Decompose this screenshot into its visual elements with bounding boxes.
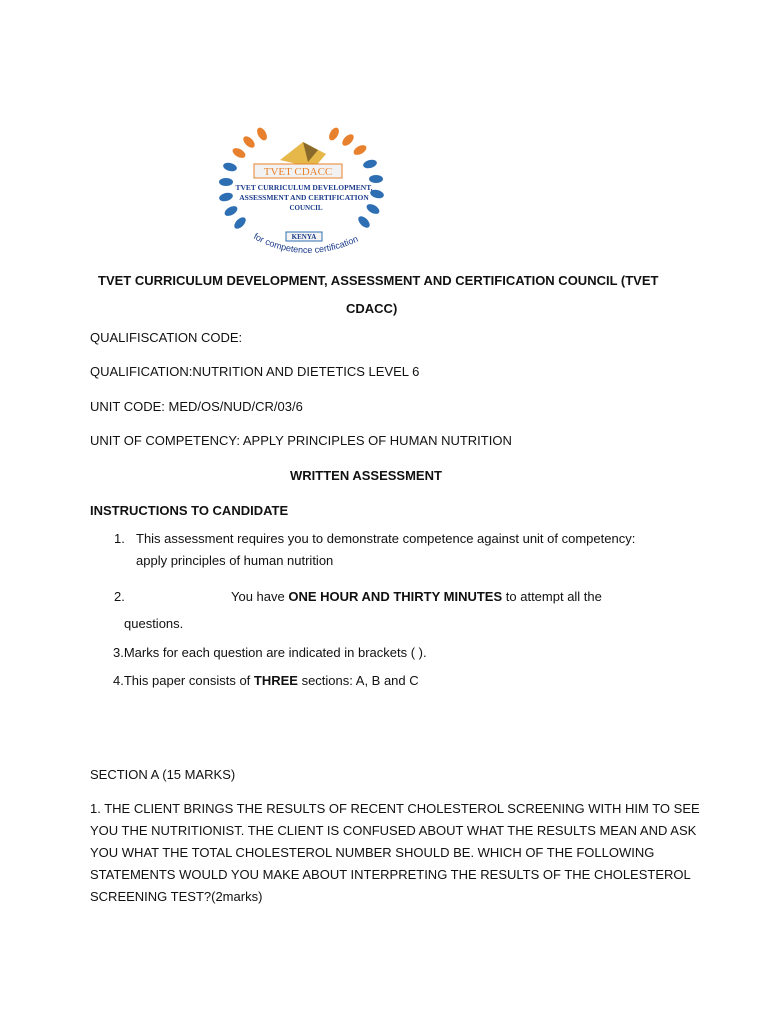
unit-code: UNIT CODE: MED/OS/NUD/CR/03/6: [90, 399, 303, 414]
logo-council-line-3: COUNCIL: [289, 204, 323, 212]
tvet-cdacc-logo: [218, 122, 398, 262]
logo-council-line-1: TVET CURRICULUM DEVELOPMENT,: [235, 183, 373, 192]
qualification: QUALIFICATION:NUTRITION AND DIETETICS LEVEL 6: [90, 364, 420, 379]
question-1-line-1: 1. THE CLIENT BRINGS THE RESULTS OF RECENT CHOLESTEROL SCREENING WITH HIM TO SEE: [90, 801, 700, 816]
instruction-4-pre: 4.This paper consists of: [113, 673, 254, 688]
instructions-heading: INSTRUCTIONS TO CANDIDATE: [90, 503, 289, 518]
instruction-3: 3.Marks for each question are indicated in brackets ( ).: [113, 645, 427, 660]
council-title-line-2: CDACC): [346, 301, 398, 316]
unit-of-competency: UNIT OF COMPETENCY: APPLY PRINCIPLES OF HUMAN NUTRITION: [90, 433, 512, 448]
question-1-line-2: YOU THE NUTRITIONIST. THE CLIENT IS CONFUSED ABOUT WHAT THE RESULTS MEAN AND ASK: [90, 823, 697, 838]
logo-tagline: for competence certification: [252, 231, 360, 256]
question-1-line-4: STATEMENTS WOULD YOU MAKE ABOUT INTERPRETING THE RESULTS OF THE CHOLESTEROL: [90, 867, 691, 882]
instruction-2-line-1: [231, 589, 602, 604]
instruction-4-count: THREE: [253, 673, 298, 688]
instruction-2-pre: You have: [231, 589, 289, 604]
section-a-heading: SECTION A (15 MARKS): [90, 767, 236, 782]
instruction-1-line-1: This assessment requires you to demonstrate competence against unit of competency:: [136, 531, 636, 546]
instruction-2-duration: ONE HOUR AND THIRTY MINUTES: [288, 589, 503, 604]
instruction-2-post: to attempt all the: [502, 589, 602, 604]
question-1-line-3: YOU WHAT THE TOTAL CHOLESTEROL NUMBER SHOULD BE. WHICH OF THE FOLLOWING: [90, 845, 655, 860]
instruction-1-number: 1.: [114, 531, 125, 546]
instruction-1-line-2: apply principles of human nutrition: [136, 553, 334, 568]
logo-brand-text: TVET CDACC: [263, 166, 333, 178]
question-1-line-5: SCREENING TEST?(2marks): [90, 889, 263, 904]
council-title-line-1: TVET CURRICULUM DEVELOPMENT, ASSESSMENT AND CERTIFICATION COUNCIL (TVET: [98, 273, 659, 288]
instruction-4-post: sections: A, B and C: [297, 673, 419, 688]
instruction-2-number: 2.: [114, 589, 125, 604]
written-assessment-heading: WRITTEN ASSESSMENT: [290, 468, 442, 483]
logo-council-line-2: ASSESSMENT AND CERTIFICATION: [239, 193, 369, 202]
instruction-4: [113, 673, 419, 688]
logo-country-text: KENYA: [291, 233, 317, 241]
qualification-code: QUALIFISCATION CODE:: [90, 330, 243, 345]
instruction-2-line-2: questions.: [124, 616, 184, 631]
